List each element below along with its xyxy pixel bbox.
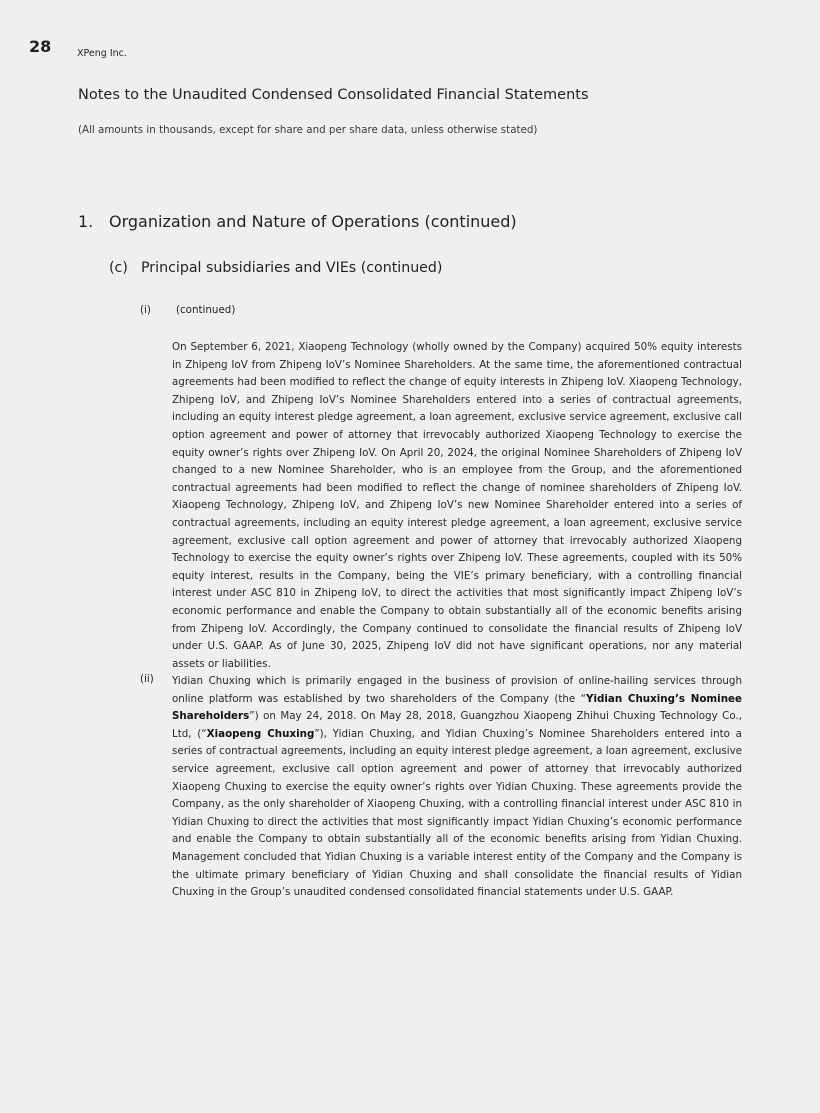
item-ii-bold-term-2: Xiaopeng Chuxing: [206, 727, 315, 740]
item-ii-text-1: Yidian Chuxing which is primarily engaged in the business of provision of online-hailing services through online platform was established by two shareholders of the Company (the “: [172, 675, 742, 705]
subsection-heading: [109, 260, 442, 276]
document-subtitle: (All amounts in thousands, except for share and per share data, unless otherwise stated): [78, 124, 538, 136]
item-ii-text-2: ”) on May 24, 2018. On May 28, 2018, Guangzhou Xiaopeng Zhihui Chuxing Technology Co., Ltd, (“: [172, 710, 742, 740]
section-title: Organization and Nature of Operations (continued): [109, 212, 517, 231]
subsection-title: Principal subsidiaries and VIEs (continued): [141, 260, 443, 276]
document-title: Notes to the Unaudited Condensed Consolidated Financial Statements: [78, 87, 589, 103]
section-number: 1.: [78, 212, 94, 231]
item-ii-bold-term-1: Yidian Chuxing’s Nominee Shareholders: [172, 692, 742, 723]
item-ii-paragraph: [172, 673, 742, 902]
company-name: XPeng Inc.: [77, 48, 127, 59]
subsection-label: (c): [109, 260, 128, 276]
page-number: 28: [29, 37, 52, 56]
item-ii-label: (ii): [140, 673, 154, 685]
item-i-label: (i): [140, 304, 151, 316]
item-ii-text-3: ”), Yidian Chuxing, and Yidian Chuxing’s Nominee Shareholders entered into a series of contractual agreements, including an equity interest pledge agreement, a loan agreement, exclusive service agreement, exclusive call option agreement and power of attorney that irrevocably authorized Xiaopeng Chuxing to exercise the equity owner’s rights over Yidian Chuxing. These agreements provide the Company, as the only shareholder of Xiaopeng Chuxing, with a controlling financial interest under ASC 810 in Yidian Chuxing to direct the activities that most significantly impact Yidian Chuxing’s economic performance and enable the Company to obtain substantially all of the economic benefits arising from Yidian Chuxing. Management concluded that Yidian Chuxing is a variable interest entity of the Company and the Company is the ultimate primary beneficiary of Yidian Chuxing and shall consolidate the financial results of Yidian Chuxing in the Group’s unaudited condensed consolidated financial statements under U.S. GAAP.: [172, 727, 742, 899]
section-heading: [78, 212, 517, 231]
item-i-continued: (continued): [176, 304, 236, 316]
item-i-paragraph: On September 6, 2021, Xiaopeng Technology (wholly owned by the Company) acquired 50% equity interests in Zhipeng IoV from Zhipeng IoV’s Nominee Shareholders. At the same time, the aforementioned contractual agreements had been modified to reflect the change of equity interests in Zhipeng IoV. Xiaopeng Technology, Zhipeng IoV, and Zhipeng IoV’s Nominee Shareholders entered into a series of contractual agreements, including an equity interest pledge agreement, a loan agreement, exclusive service agreement, exclusive call option agreement and power of attorney that irrevocably authorized Xiaopeng Technology to exercise the equity owner’s rights over Zhipeng IoV. On April 20, 2024, the original Nominee Shareholders of Zhipeng IoV changed to a new Nominee Shareholder, who is an employee from the Group, and the aforementioned contractual agreements had been modified to reflect the change of nominee shareholders of Zhipeng IoV. Xiaopeng Technology, Zhipeng IoV, and Zhipeng IoV’s new Nominee Shareholder entered into a series of contractual agreements, including an equity interest pledge agreement, a loan agreement, exclusive service agreement, exclusive call option agreement and power of attorney that irrevocably authorized Xiaopeng Technology to exercise the equity owner’s rights over Zhipeng IoV. These agreements, coupled with its 50% equity interest, results in the Company, being the VIE’s primary beneficiary, with a controlling financial interest under ASC 810 in Zhipeng IoV, to direct the activities that most significantly impact Zhipeng IoV’s economic performance and enable the Company to obtain substantially all of the economic benefits arising from Zhipeng IoV. Accordingly, the Company continued to consolidate the financial results of Zhipeng IoV under U.S. GAAP. As of June 30, 2025, Zhipeng IoV did not have significant operations, nor any material assets or liabilities.: [172, 341, 742, 670]
